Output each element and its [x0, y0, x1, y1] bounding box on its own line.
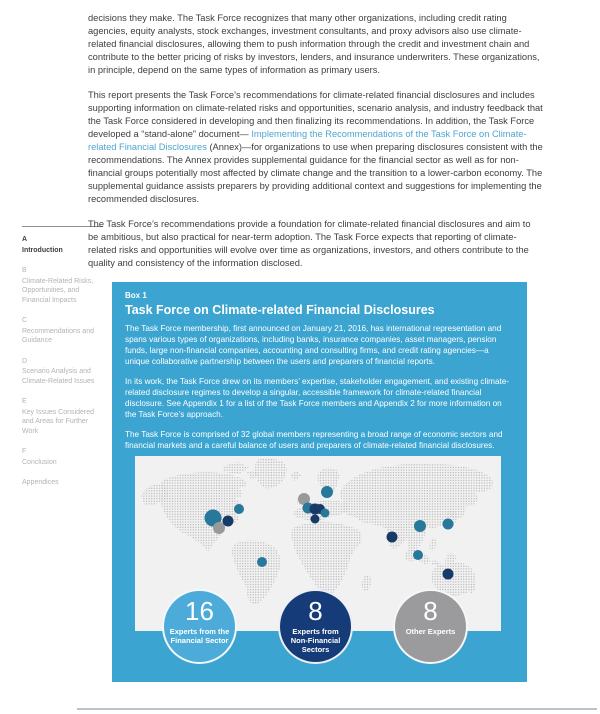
box-paragraph-approach: In its work, the Task Force drew on its members’ expertise, stakeholder engagement, and existing climate-related disclosure regimes to develop a singular, accessible framework for climate-related financial disclosure. See Appendix 1 for a list of the Task Force members and Appendix 2 for more information on the Task Force’s approach.: [125, 377, 510, 419]
section-label: Climate-Related Risks, Opportunities, and Financial Impacts: [22, 277, 94, 304]
section-label: Key Issues Considered and Areas for Further Work: [22, 408, 94, 435]
paragraph-primary-users: decisions they make. The Task Force recognizes that many other organizations, including credit rating agencies, equity analysts, stock exchanges, investment consultants, and proxy advisors also use climate-related financial disclosures, allowing them to push information through the credit and investment chain and contribute to the better pricing of risks by investors, lenders, and insurance underwriters. These organizations, in principle, depend on the same types of information as primary users.: [88, 13, 540, 75]
box-paragraph-members: The Task Force is comprised of 32 global members representing a broad range of economic sectors and financial markets and a careful balance of users and preparers of climate-related financial disclosures.: [125, 430, 503, 450]
stat-circle-other-experts: [393, 589, 468, 664]
section-label: Introduction: [22, 246, 63, 254]
stat-label: Other Experts: [405, 627, 456, 636]
stat-circle-non-financial-sectors: [278, 589, 353, 664]
section-letter: D: [22, 357, 28, 365]
annex-document-link[interactable]: Implementing the Recommendations of the Task Force on Climate-related Financial Disclosures: [88, 129, 527, 152]
section-label: Appendices: [22, 479, 59, 486]
stat-label: Experts from Non-Financial Sectors: [290, 627, 341, 654]
box-1-callout: [112, 282, 527, 682]
section-letter: E: [22, 398, 27, 405]
continents: [141, 458, 493, 604]
stat-circle-financial-sector: [162, 589, 237, 664]
page-body: [88, 12, 543, 682]
paragraph-recommendations-foundation: The Task Force’s recommendations provide a foundation for climate-related financial disclosures and aim to be ambitious, but also practical for near-term adoption. The Task Force expects that reporting of climate-related risks and opportunities will evolve over time as organizations, investors, and others contribute to the quality and consistency of the information disclosed.: [88, 219, 531, 268]
paragraph-text: This report presents the Task Force’s recommendations for climate-related financial disclosures and includes supporting information on climate-related risks and opportunities, scenario analysis, and industry feedback that the Task Force considered in developing and then finalizing its recommendations. In addition, the Task Force developed a “stand-alone” document—: [88, 90, 543, 139]
section-letter: B: [22, 267, 27, 274]
stat-label: Experts from the Financial Sector: [169, 627, 230, 645]
section-label: Scenario Analysis and Climate-Related Issues: [22, 368, 95, 385]
box-title: Task Force on Climate-related Financial Disclosures: [125, 303, 435, 317]
paragraph-text: (Annex)—for organizations to use when preparing disclosures consistent with the recommendations. The Annex provides supplemental guidance for the financial sector as well as for non-financial groups potentially most affected by climate change and the transition to a lower-carbon economy. The supplemental guidance assists preparers by providing additional context and suggestions for implementing the recommended disclosures.: [88, 142, 543, 204]
stat-value: 8: [308, 596, 323, 626]
box-paragraph-membership: The Task Force membership, first announced on January 21, 2016, has international representation and spans various types of organizations, including banks, insurance companies, asset managers, pension funds, large non-financial companies, accounting and consulting firms, and credit rating agencies—a unique collaborative partnership between the users and preparers of financial reports.: [125, 324, 502, 366]
box-label: Box 1: [125, 291, 147, 300]
section-label: Conclusion: [22, 458, 57, 466]
section-label: Recommendations and Guidance: [22, 327, 94, 344]
paragraph-report-overview: [88, 89, 543, 206]
footer-divider: [77, 708, 597, 710]
world-map-figure: [135, 456, 501, 654]
section-letter: A: [22, 236, 28, 243]
section-letter: F: [22, 448, 27, 455]
section-letter: C: [22, 317, 28, 324]
stat-value: 8: [423, 596, 438, 626]
stat-value: 16: [185, 596, 214, 626]
